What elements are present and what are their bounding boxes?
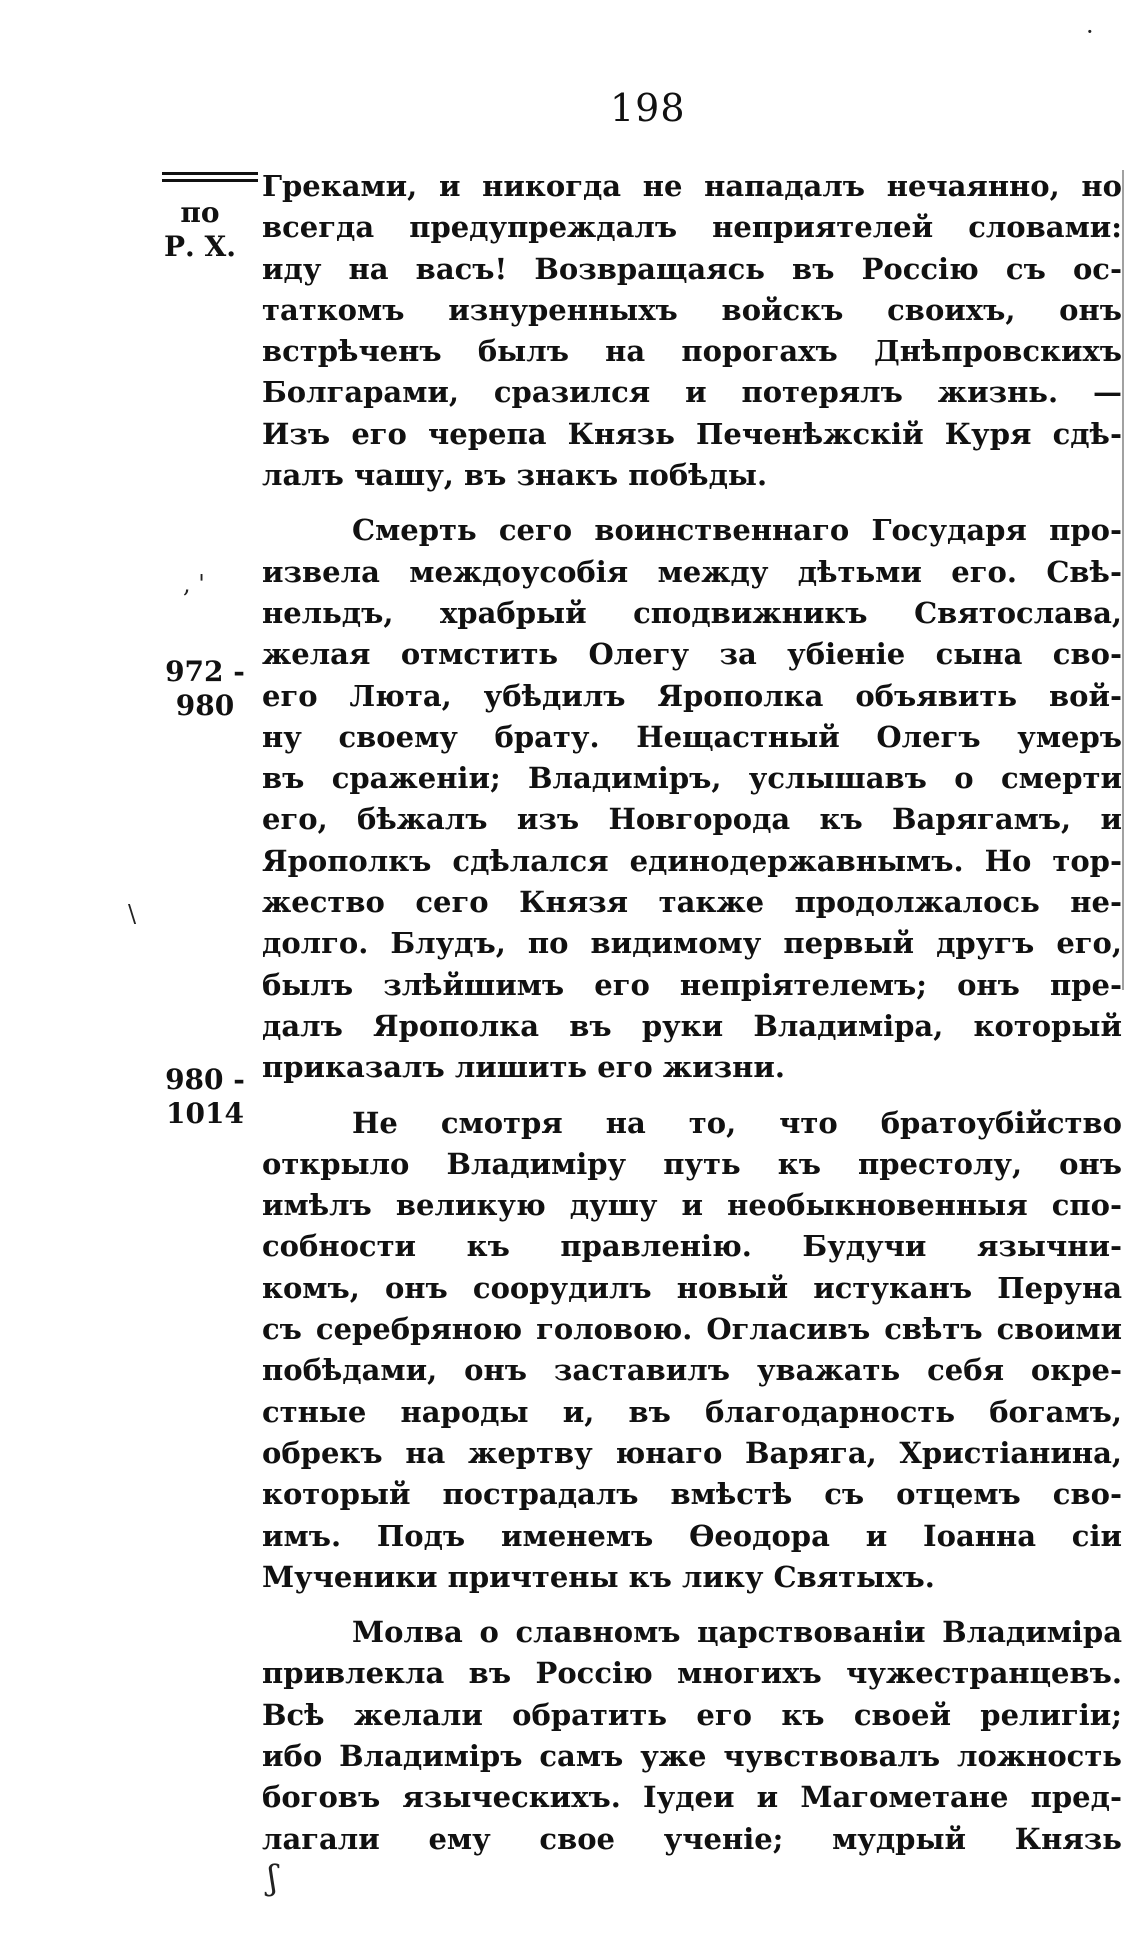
text-line: далъ Ярополка въ руки Владиміра, который: [262, 1008, 1122, 1043]
text-line: былъ злѣйшимъ его непріятелемъ; онъ пре-: [262, 967, 1122, 1002]
text-line: имѣлъ великую душу и необыкновенныя спо-: [262, 1188, 1122, 1223]
margin-note-line: по: [180, 196, 220, 229]
text-line: Молва о славномъ царствованіи Владиміра: [352, 1615, 1122, 1650]
page-edge-line: [1122, 170, 1124, 990]
text-line: иду на васъ! Возвращаясь въ Россію съ ос-: [262, 251, 1122, 286]
scan-speck: \: [128, 900, 137, 928]
text-line: приказалъ лишить его жизни.: [262, 1050, 786, 1085]
text-line: съ серебряною головою. Огласивъ свѣтъ своими: [262, 1312, 1122, 1347]
margin-note-line: 980 -: [165, 1063, 245, 1096]
text-line: Изъ его черепа Князь Печенѣжскій Куря сдѣ-: [262, 416, 1122, 451]
margin-note-line: 972 -: [165, 655, 245, 688]
text-line: комъ, онъ соорудилъ новый истуканъ Перуна: [262, 1270, 1122, 1305]
text-line: Не смотря на то, что братоубійство: [352, 1105, 1122, 1140]
text-line: ну своему брату. Нещастный Олегъ умеръ: [262, 719, 1122, 754]
text-line: таткомъ изнуренныхъ войскъ своихъ, онъ: [262, 292, 1122, 327]
text-line: извела междоусобія между дѣтьми его. Свѣ-: [262, 554, 1122, 589]
text-line: привлекла въ Россію многихъ чужестранцевъ.: [262, 1656, 1122, 1691]
text-line: Ярополкъ сдѣлался единодержавнымъ. Но тор-: [262, 843, 1122, 878]
text-line: побѣдами, онъ заставилъ уважать себя окре-: [262, 1353, 1122, 1388]
margin-note-date-range: [150, 1063, 260, 1131]
text-line: лалъ чашу, въ знакъ побѣды.: [262, 458, 768, 493]
text-line: долго. Блудъ, по видимому первый другъ его,: [262, 926, 1122, 961]
margin-note-line: Р. Х.: [163, 230, 237, 263]
text-line: Греками, и никогда не нападалъ нечаянно, но: [262, 169, 1122, 203]
text-line: обрекъ на жертву юнаго Варяга, Христіанина,: [262, 1435, 1122, 1470]
margin-note-line: 1014: [166, 1097, 244, 1130]
scan-speck: ʃ: [268, 1858, 278, 1898]
text-line: открыло Владиміру путь къ престолу, онъ: [262, 1146, 1122, 1181]
text-line: который пострадалъ вмѣстѣ съ отцемъ сво-: [262, 1477, 1122, 1512]
text-line: лагали ему свое ученіе; мудрый Князь: [262, 1821, 1122, 1856]
text-line: ибо Владиміръ самъ уже чувствовалъ ложность: [262, 1738, 1122, 1773]
text-line: его, бѣжалъ изъ Новгорода къ Варягамъ, и: [262, 802, 1122, 837]
page-number: 198: [610, 86, 686, 130]
margin-note-era: [150, 196, 250, 264]
text-line: Мученики причтены къ лику Святыхъ.: [262, 1559, 935, 1594]
text-line: нельдъ, храбрый сподвижникъ Святослава,: [262, 595, 1122, 630]
text-line: желая отмстить Олегу за убіеніе сына сво-: [262, 637, 1122, 672]
text-line: имъ. Подъ именемъ Ѳеодора и Іоанна сіи: [262, 1518, 1122, 1553]
section-rule: [162, 172, 258, 190]
text-line: боговъ языческихъ. Іудеи и Магометане пред-: [262, 1780, 1122, 1815]
margin-note-date-range: [150, 655, 260, 723]
text-line: встрѣченъ былъ на порогахъ Днѣпровскихъ: [262, 334, 1122, 369]
text-line: всегда предупреждалъ неприятелей словами:: [262, 210, 1122, 245]
scan-speck: , ': [183, 570, 205, 598]
text-line: стные народы и, въ благодарность богамъ,: [262, 1394, 1122, 1429]
scan-speck: ·: [1086, 18, 1094, 46]
text-line: его Люта, убѣдилъ Ярополка объявить вой-: [262, 678, 1122, 713]
text-line: Болгарами, сразился и потерялъ жизнь. —: [262, 375, 1122, 410]
margin-note-line: 980: [175, 689, 235, 722]
text-line: въ сраженіи; Владиміръ, услышавъ о смерти: [262, 761, 1122, 796]
main-text: [262, 166, 1122, 1860]
text-line: Всѣ желали обратить его къ своей религіи;: [262, 1697, 1122, 1732]
text-line: Смерть сего воинственнаго Государя про-: [352, 513, 1122, 548]
text-line: собности къ правленію. Будучи язычни-: [262, 1229, 1122, 1264]
text-line: жество сего Князя также продолжалось не-: [262, 885, 1122, 920]
